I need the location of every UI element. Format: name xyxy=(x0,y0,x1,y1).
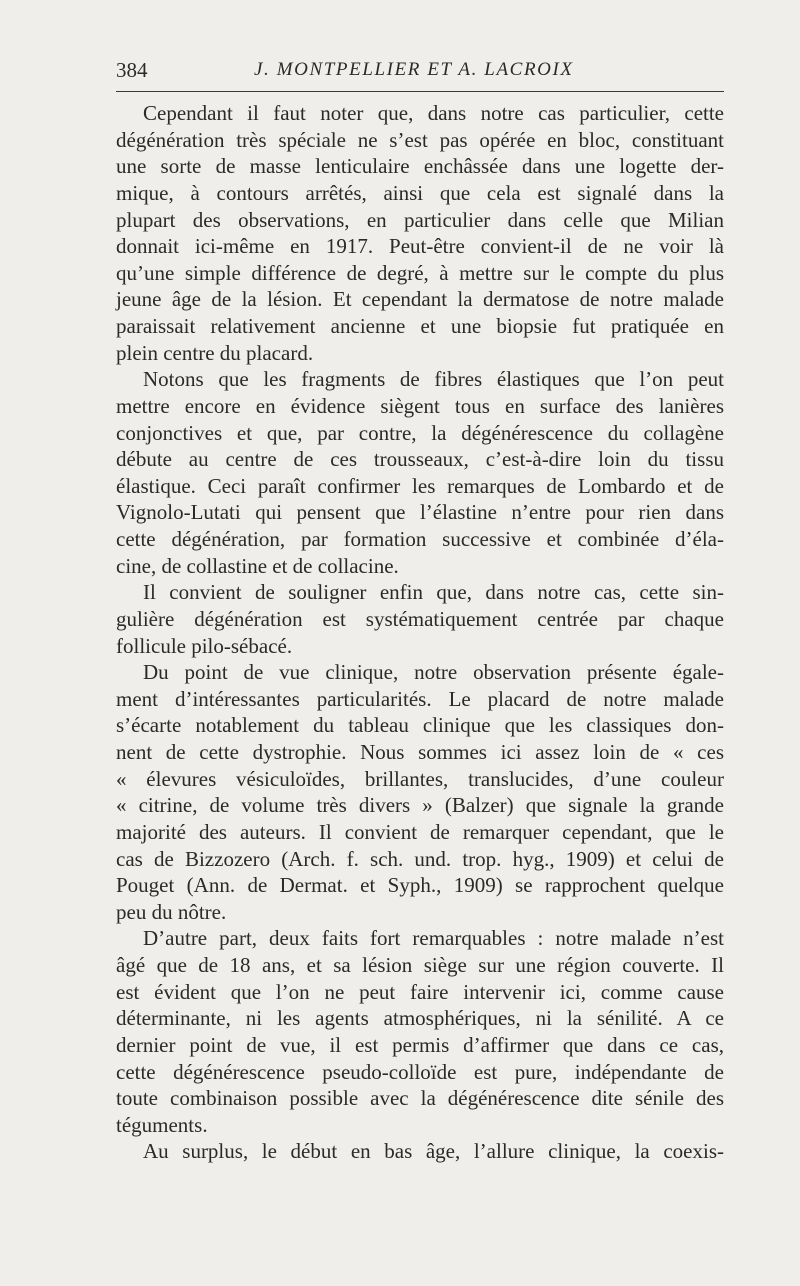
text-line: Notons que les fragments de fibres élastiques que l’on peut xyxy=(143,367,724,392)
text-line: Au surplus, le début en bas âge, l’allure clinique, la coexis- xyxy=(143,1139,724,1164)
text-line: « citrine, de volume très divers » (Balzer) que signale la grande xyxy=(116,793,724,818)
text-line: s’écarte notablement du tableau clinique que les classiques don- xyxy=(116,713,724,738)
text-line: cette dégénérescence pseudo-colloïde est pure, indépendante de xyxy=(116,1059,724,1084)
text-line: D’autre part, deux faits fort remarquables : notre malade n’est xyxy=(143,926,724,951)
text-line: peu du nôtre. xyxy=(116,899,227,924)
text-line: plein centre du placard. xyxy=(116,340,314,365)
text-line: follicule pilo-sébacé. xyxy=(116,633,293,658)
text-line: ment d’intéressantes particularités. Le placard de notre malade xyxy=(116,686,724,711)
text-line: conjonctives et que, par contre, la dégénérescence du collagène xyxy=(116,420,724,445)
text-line: Il convient de souligner enfin que, dans notre cas, cette sin- xyxy=(143,580,724,605)
text-line: mique, à contours arrêtés, ainsi que cela est signalé dans la xyxy=(116,180,724,205)
text-line: cine, de collastine et de collacine. xyxy=(116,553,399,578)
text-line: est évident que l’on ne peut faire intervenir ici, comme cause xyxy=(116,979,724,1004)
page-header xyxy=(116,56,724,84)
text-line: dégénération très spéciale ne s’est pas opérée en bloc, constituant xyxy=(116,127,724,152)
text-line: âgé que de 18 ans, et sa lésion siège sur une région couverte. Il xyxy=(116,953,724,977)
body-text xyxy=(116,100,724,1165)
text-line: mettre encore en évidence siègent tous en surface des lanières xyxy=(116,393,724,418)
text-line: Du point de vue clinique, notre observation présente égale- xyxy=(143,660,724,685)
text-line: une sorte de masse lenticulaire enchâssée dans une logette der- xyxy=(116,154,724,179)
text-line: plupart des observations, en particulier dans celle que Milian xyxy=(116,207,724,232)
text-line: Vignolo-Lutati qui pensent que l’élastine n’entre pour rien dans xyxy=(116,500,724,525)
text-line: Cependant il faut noter que, dans notre cas particulier, cette xyxy=(143,101,724,125)
text-line: nent de cette dystrophie. Nous sommes ici assez loin de « ces xyxy=(116,740,724,764)
text-line: téguments. xyxy=(116,1112,208,1137)
text-line: donnait ici-même en 1917. Peut-être convient-il de ne voir là xyxy=(116,234,724,259)
text-line: qu’une simple différence de degré, à mettre sur le compte du plus xyxy=(116,260,724,285)
text-line: cette dégénération, par formation successive et combinée d’éla- xyxy=(116,527,724,551)
text-line: débute au centre de ces trousseaux, c’est-à-dire loin du tissu xyxy=(116,447,724,472)
text-line: « élevures vésiculoïdes, brillantes, translucides, d’une couleur xyxy=(116,766,724,791)
text-line: dernier point de vue, il est permis d’affirmer que dans ce cas, xyxy=(116,1032,724,1057)
running-title: J. MONTPELLIER ET A. LACROIX xyxy=(254,59,574,80)
text-line: gulière dégénération est systématiquement centrée par chaque xyxy=(116,606,724,631)
page-number: 384 xyxy=(116,58,148,82)
text-line: déterminante, ni les agents atmosphériques, ni la sénilité. A ce xyxy=(116,1006,724,1031)
text-line: toute combinaison possible avec la dégénérescence dite sénile des xyxy=(116,1086,724,1111)
text-line: élastique. Ceci paraît confirmer les remarques de Lombardo et de xyxy=(116,473,724,498)
text-line: cas de Bizzozero (Arch. f. sch. und. trop. hyg., 1909) et celui de xyxy=(116,846,724,871)
text-line: Pouget (Ann. de Dermat. et Syph., 1909) se rapprochent quelque xyxy=(116,873,724,898)
text-line: paraissait relativement ancienne et une biopsie fut pratiquée en xyxy=(116,314,724,338)
text-line: jeune âge de la lésion. Et cependant la dermatose de notre malade xyxy=(116,287,724,312)
header-rule xyxy=(116,91,724,92)
text-line: majorité des auteurs. Il convient de remarquer cependant, que le xyxy=(116,819,724,844)
